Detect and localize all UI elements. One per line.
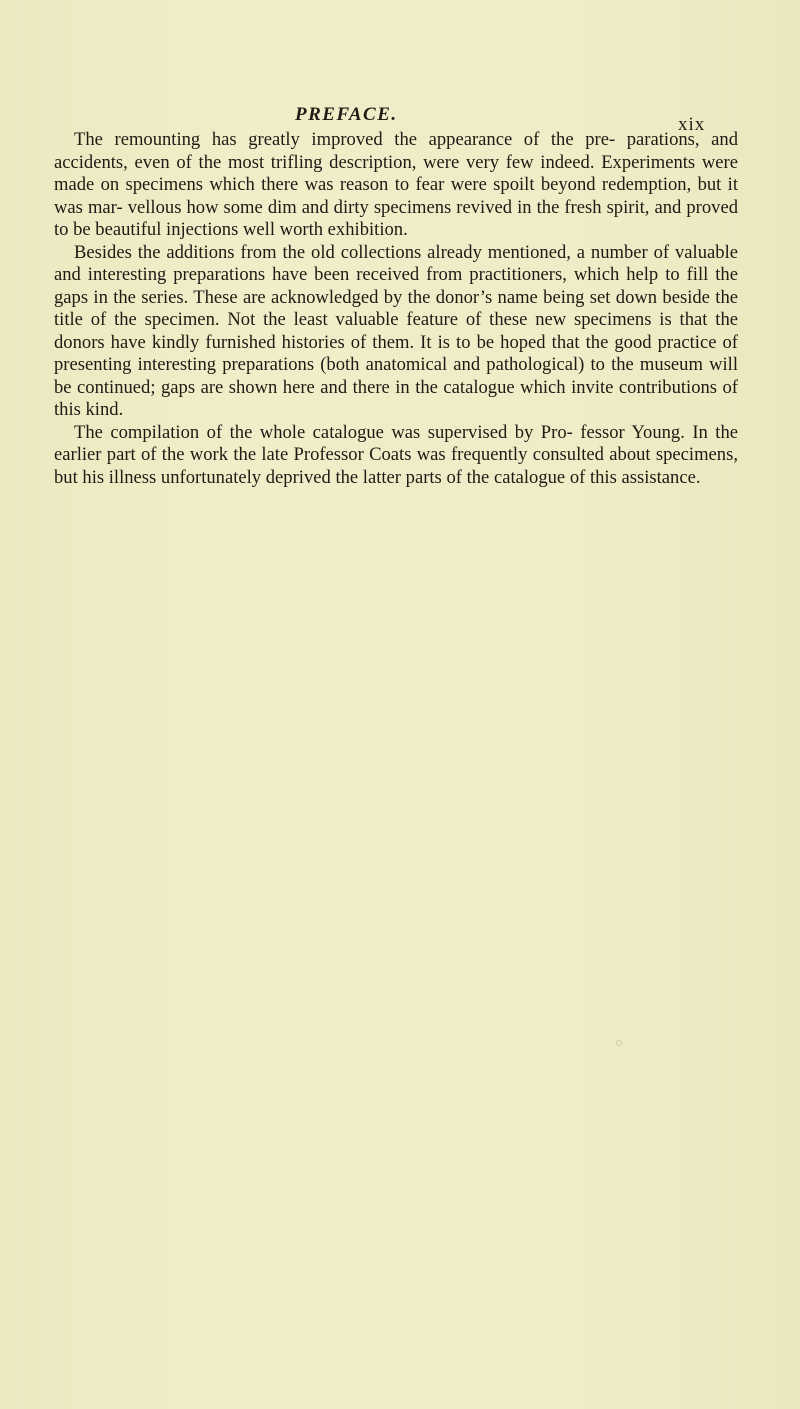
page-number: xix (678, 114, 706, 135)
running-title: PREFACE. (295, 104, 398, 125)
paper-speck (616, 1040, 622, 1046)
body-text (54, 129, 738, 489)
paragraph-compilation: The compilation of the whole catalogue was supervised by Pro- fessor Young. In the earlier part of the work the late Professor Coats was frequently consulted about specimens, but his illness unfortunately deprived the latter parts of the catalogue of this assistance. (54, 421, 738, 488)
paragraph-remounting: The remounting has greatly improved the appearance of the pre- parations, and accidents, even of the most trifling description, were very few indeed. Experiments were made on specimens which there was reason to fear were spoilt beyond redemption, but it was mar- vellous how some dim and dirty specimens revived in the fresh spirit, and proved to be beautiful injections well worth exhibition. (54, 129, 738, 240)
paragraph-additions: Besides the additions from the old collections already mentioned, a number of valuable and interesting preparations have been received from practitioners, which help to fill the gaps in the series. These are acknowledged by the donor’s name being set down beside the title of the specimen. Not the least valuable feature of these new specimens is that the donors have kindly furnished histories of them. It is to be hoped that the good practice of presenting interesting preparations (both anatomical and pathological) to the museum will be continued; gaps are shown here and there in the catalogue which invite contributions of this kind. (54, 241, 738, 420)
